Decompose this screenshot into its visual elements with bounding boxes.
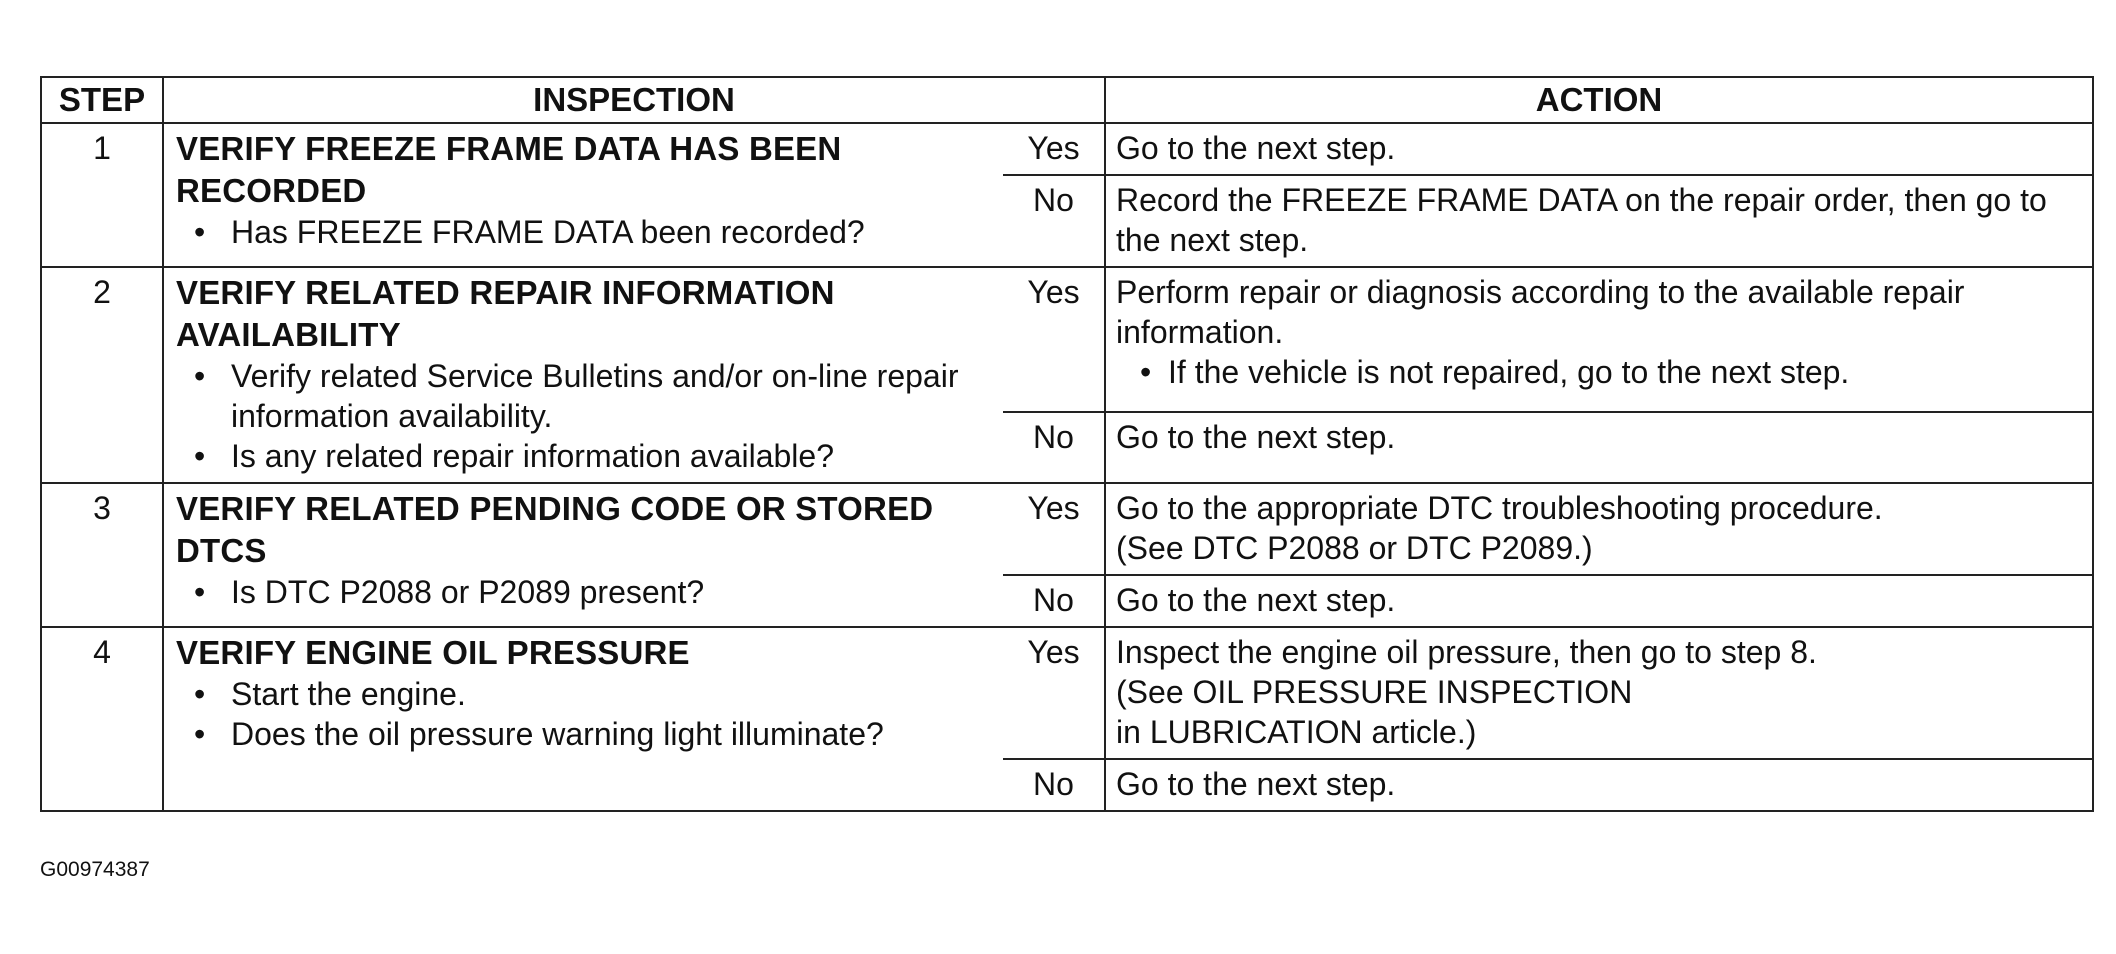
action-line: (See DTC P2088 or DTC P2089.) (1116, 530, 1593, 566)
inspection-cell (163, 267, 1003, 483)
header-action: ACTION (1105, 77, 2093, 123)
action-line: Go to the next step. (1116, 130, 1396, 166)
inspection-bullet: • Is DTC P2088 or P2089 present? (176, 572, 995, 612)
answer-yes: Yes (1003, 483, 1105, 575)
action-line: in LUBRICATION article.) (1116, 714, 1477, 750)
inspection-title: VERIFY RELATED PENDING CODE OR STORED DTCS (176, 490, 934, 569)
action-no (1105, 575, 2093, 627)
inspection-bullet: • Has FREEZE FRAME DATA been recorded? (176, 212, 995, 252)
answer-yes: Yes (1003, 627, 1105, 759)
action-yes (1105, 123, 2093, 175)
action-yes (1105, 267, 2093, 412)
action-yes (1105, 627, 2093, 759)
action-line: Go to the next step. (1116, 582, 1396, 618)
figure-id: G00974387 (40, 858, 150, 881)
action-line: Inspect the engine oil pressure, then go to step 8. (1116, 634, 1817, 670)
inspection-bullets (176, 356, 995, 476)
answer-yes: Yes (1003, 267, 1105, 412)
table-row (41, 627, 2093, 759)
table-row (41, 123, 2093, 175)
header-row (41, 77, 2093, 123)
action-line: Go to the next step. (1116, 766, 1396, 802)
answer-yes: Yes (1003, 123, 1105, 175)
inspection-bullet: • Verify related Service Bulletins and/or on-line repair information availability. (176, 356, 995, 436)
diagnostic-table (40, 76, 2094, 812)
action-line: Record the FREEZE FRAME DATA on the repair order, then go to the next step. (1116, 182, 2047, 258)
inspection-bullet: • Is any related repair information available? (176, 436, 995, 476)
step-number: 3 (41, 483, 163, 627)
action-no (1105, 175, 2093, 267)
inspection-bullet: • Start the engine. (176, 674, 995, 714)
action-line: Perform repair or diagnosis according to the available repair information. (1116, 274, 1965, 350)
action-line: (See OIL PRESSURE INSPECTION (1116, 674, 1633, 710)
table-body (41, 123, 2093, 811)
header-step: STEP (41, 77, 163, 123)
step-number: 4 (41, 627, 163, 811)
answer-no: No (1003, 759, 1105, 811)
action-bullet: • If the vehicle is not repaired, go to the next step. (1116, 352, 2084, 392)
inspection-cell (163, 123, 1003, 267)
step-number: 1 (41, 123, 163, 267)
table-row (41, 483, 2093, 575)
header-inspection: INSPECTION (163, 77, 1105, 123)
answer-no: No (1003, 412, 1105, 483)
action-yes (1105, 483, 2093, 575)
action-no (1105, 412, 2093, 483)
inspection-title: VERIFY ENGINE OIL PRESSURE (176, 634, 690, 671)
inspection-bullets (176, 212, 995, 252)
answer-no: No (1003, 575, 1105, 627)
action-no (1105, 759, 2093, 811)
action-line: Go to the appropriate DTC troubleshooting procedure. (1116, 490, 1883, 526)
inspection-bullet: • Does the oil pressure warning light illuminate? (176, 714, 995, 754)
action-line: Go to the next step. (1116, 419, 1396, 456)
inspection-bullets (176, 674, 995, 754)
inspection-title: VERIFY FREEZE FRAME DATA HAS BEEN RECORDED (176, 130, 842, 209)
step-number: 2 (41, 267, 163, 483)
inspection-cell (163, 627, 1003, 811)
inspection-title: VERIFY RELATED REPAIR INFORMATION AVAILABILITY (176, 274, 835, 353)
table-row (41, 267, 2093, 412)
inspection-cell (163, 483, 1003, 627)
answer-no: No (1003, 175, 1105, 267)
inspection-bullets (176, 572, 995, 612)
